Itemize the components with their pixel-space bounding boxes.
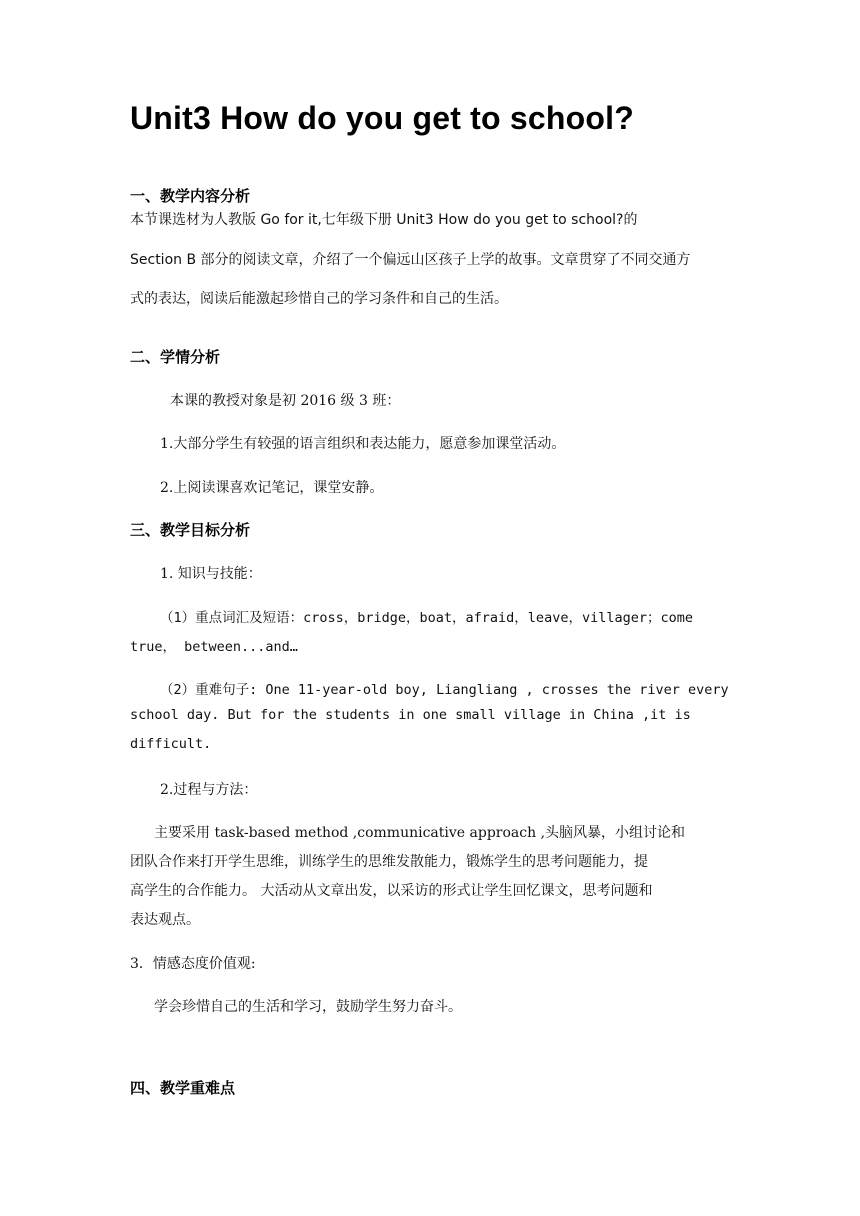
subheading-emotional-values: 3．情感态度价值观:	[130, 956, 256, 972]
paragraph-line: true， between...and…	[130, 639, 298, 655]
list-item: 1.大部分学生有较强的语言组织和表达能力，愿意参加课堂活动。	[160, 436, 566, 452]
section-heading-objectives: 三、教学目标分析	[130, 521, 251, 539]
paragraph-line: 本节课选材为人教版 Go for it,七年级下册 Unit3 How do you get to school?的	[130, 212, 638, 228]
paragraph-line: Section B 部分的阅读文章，介绍了一个偏远山区孩子上学的故事。文章贯穿了不同交通方	[130, 252, 691, 268]
paragraph-line: school day. But for the students in one small village in China ,it is	[130, 707, 691, 723]
list-item: 2.上阅读课喜欢记笔记，课堂安静。	[160, 480, 384, 496]
subheading-process-methods: 2.过程与方法：	[160, 782, 258, 798]
paragraph-line: difficult.	[130, 736, 212, 752]
paragraph-line: 高学生的合作能力。 大活动从文章出发，以采访的形式让学生回忆课文，思考问题和	[130, 883, 653, 899]
paragraph-line: 团队合作来打开学生思维，训练学生的思维发散能力，锻炼学生的思考问题能力，提	[130, 854, 648, 870]
paragraph-line: （2）重难句子: One 11-year-old boy, Liangliang , crosses the river every	[160, 682, 729, 698]
paragraph-line: 本课的教授对象是初 2016 级 3 班：	[170, 393, 401, 409]
section-heading-content-analysis: 一、教学内容分析	[130, 187, 251, 205]
section-heading-key-points: 四、教学重难点	[130, 1079, 236, 1097]
document-title: Unit3 How do you get to school?	[130, 100, 634, 136]
paragraph-line: 学会珍惜自己的生活和学习，鼓励学生努力奋斗。	[154, 999, 462, 1015]
section-heading-student-analysis: 二、学情分析	[130, 348, 221, 366]
paragraph-line: 式的表达，阅读后能激起珍惜自己的学习条件和自己的生活。	[130, 291, 508, 307]
paragraph-line: 主要采用 task-based method ,communicative approach ,头脑风暴，小组讨论和	[154, 825, 686, 841]
subheading-knowledge-skills: 1. 知识与技能：	[160, 566, 262, 582]
paragraph-line: （1）重点词汇及短语：cross，bridge，boat，afraid，leave，villager；come	[160, 610, 693, 626]
paragraph-line: 表达观点。	[130, 912, 200, 928]
